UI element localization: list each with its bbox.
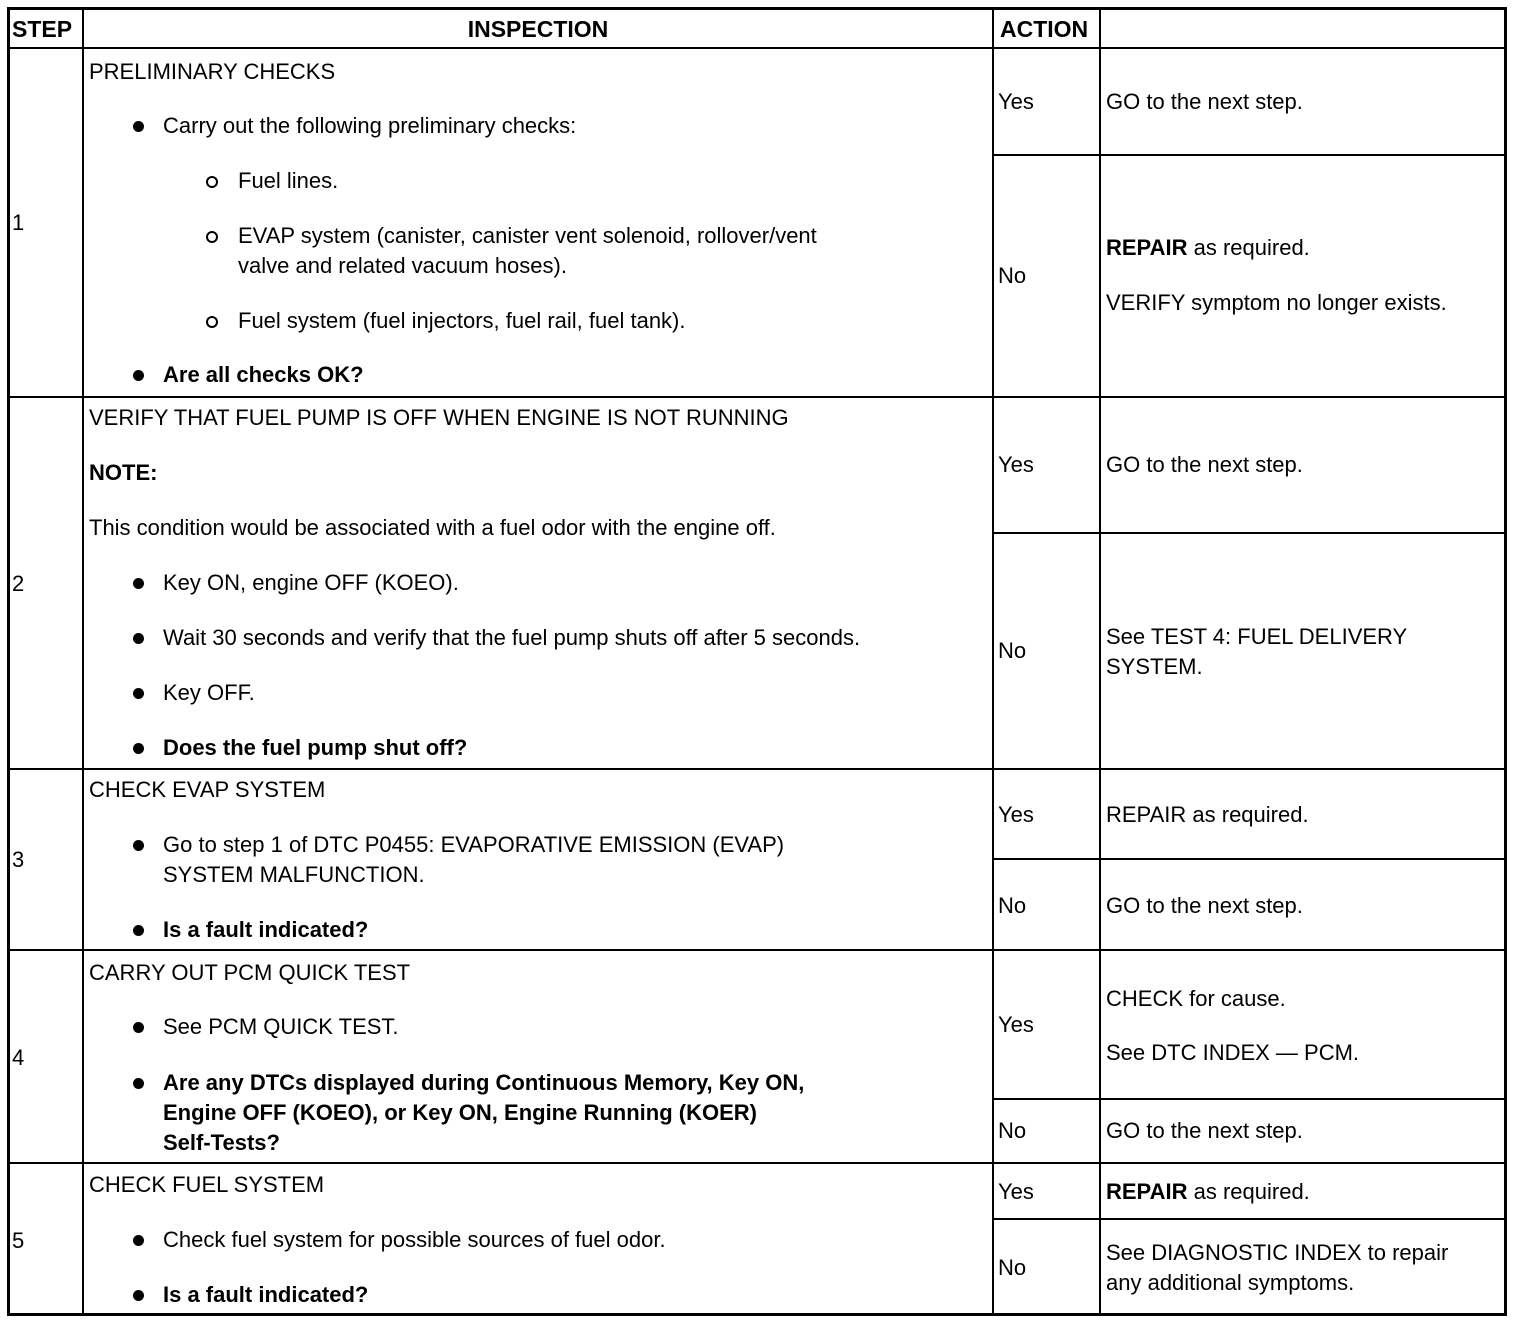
no-result: GO to the next step. [1106, 1118, 1303, 1143]
header-inspection: INSPECTION [467, 16, 609, 42]
yes-label: Yes [998, 89, 1034, 114]
step-title: CHECK FUEL SYSTEM [89, 1172, 325, 1197]
yes-label: Yes [998, 1179, 1034, 1204]
header-action: ACTION [1000, 16, 1089, 42]
bullet-icon [133, 370, 144, 381]
question: Are any DTCs displayed during Continuous Memory, Key ON, [163, 1070, 805, 1095]
bullet-icon [133, 1235, 144, 1246]
instruction: SYSTEM MALFUNCTION. [163, 862, 425, 887]
yes-no-divider [993, 858, 1506, 860]
yes-result: CHECK for cause. [1106, 986, 1286, 1011]
bullet-icon [133, 578, 144, 589]
no-label: No [998, 893, 1027, 918]
no-result-rest: as required. [1187, 235, 1310, 260]
no-result: See DIAGNOSTIC INDEX to repair [1106, 1240, 1449, 1265]
instruction: Check fuel system for possible sources of fuel odor. [163, 1227, 666, 1252]
step-number: 5 [12, 1228, 25, 1253]
instruction: Go to step 1 of DTC P0455: EVAPORATIVE EMISSION (EVAP) [163, 832, 785, 857]
yes-label: Yes [998, 802, 1034, 827]
yes-label: Yes [998, 452, 1034, 477]
yes-no-divider [993, 154, 1506, 156]
no-result [1106, 233, 1310, 263]
bullet-icon [133, 1078, 144, 1089]
question: Engine OFF (KOEO), or Key ON, Engine Running (KOER) [163, 1100, 757, 1125]
yes-result: GO to the next step. [1106, 89, 1303, 114]
no-label: No [998, 1118, 1027, 1143]
no-label: No [998, 1255, 1027, 1280]
note-text: This condition would be associated with a fuel odor with the engine off. [89, 515, 776, 540]
bullet-icon [133, 840, 144, 851]
step-number: 1 [12, 210, 25, 235]
yes-result: See DTC INDEX — PCM. [1106, 1040, 1360, 1065]
no-result-emph: REPAIR [1106, 235, 1188, 260]
yes-no-divider [993, 532, 1506, 534]
row-divider [8, 47, 1506, 49]
no-label: No [998, 638, 1027, 663]
no-result: SYSTEM. [1106, 654, 1203, 679]
sub-bullet-icon [206, 231, 218, 243]
row-divider [8, 1162, 1506, 1164]
no-result: GO to the next step. [1106, 893, 1303, 918]
instruction: See PCM QUICK TEST. [163, 1014, 399, 1039]
step-title: CARRY OUT PCM QUICK TEST [89, 960, 411, 985]
note-label: NOTE: [89, 460, 158, 485]
header-step: STEP [12, 16, 73, 42]
sub-instruction: Fuel system (fuel injectors, fuel rail, fuel tank). [238, 308, 686, 333]
step-number: 2 [12, 571, 25, 596]
instruction: Wait 30 seconds and verify that the fuel pump shuts off after 5 seconds. [163, 625, 861, 650]
bullet-icon [133, 688, 144, 699]
bullet-icon [133, 743, 144, 754]
step-number: 4 [12, 1045, 25, 1070]
yes-result: REPAIR as required. [1106, 802, 1309, 827]
instruction: Key ON, engine OFF (KOEO). [163, 570, 459, 595]
yes-label: Yes [998, 1012, 1034, 1037]
step-title: VERIFY THAT FUEL PUMP IS OFF WHEN ENGINE IS NOT RUNNING [89, 405, 789, 430]
question: Is a fault indicated? [163, 917, 369, 942]
col-divider [1099, 8, 1101, 1315]
instruction: Carry out the following preliminary checks: [163, 113, 577, 138]
no-result: See TEST 4: FUEL DELIVERY [1106, 624, 1408, 649]
yes-result-rest: as required. [1187, 1179, 1310, 1204]
yes-result: GO to the next step. [1106, 452, 1303, 477]
step-number: 3 [12, 847, 25, 872]
yes-result-emph: REPAIR [1106, 1179, 1188, 1204]
step-title: PRELIMINARY CHECKS [89, 59, 336, 84]
question: Is a fault indicated? [163, 1282, 369, 1307]
bullet-icon [133, 121, 144, 132]
sub-bullet-icon [206, 176, 218, 188]
yes-no-divider [993, 1218, 1506, 1220]
sub-bullet-icon [206, 316, 218, 328]
col-divider [992, 8, 994, 1315]
bullet-icon [133, 925, 144, 936]
col-divider [82, 8, 84, 1315]
question: Are all checks OK? [163, 362, 364, 387]
bullet-icon [133, 1290, 144, 1301]
no-result: any additional symptoms. [1106, 1270, 1355, 1295]
question: Self-Tests? [163, 1130, 280, 1155]
bullet-icon [133, 633, 144, 644]
row-divider [8, 949, 1506, 951]
step-title: CHECK EVAP SYSTEM [89, 777, 326, 802]
question: Does the fuel pump shut off? [163, 735, 468, 760]
no-label: No [998, 263, 1027, 288]
row-divider [8, 768, 1506, 770]
yes-result [1106, 1177, 1310, 1207]
instruction: Key OFF. [163, 680, 255, 705]
no-result: VERIFY symptom no longer exists. [1106, 290, 1447, 315]
bullet-icon [133, 1022, 144, 1033]
yes-no-divider [993, 1098, 1506, 1100]
sub-instruction: Fuel lines. [238, 168, 339, 193]
row-divider [8, 396, 1506, 398]
sub-instruction: valve and related vacuum hoses). [238, 253, 567, 278]
sub-instruction: EVAP system (canister, canister vent solenoid, rollover/vent [238, 223, 817, 248]
